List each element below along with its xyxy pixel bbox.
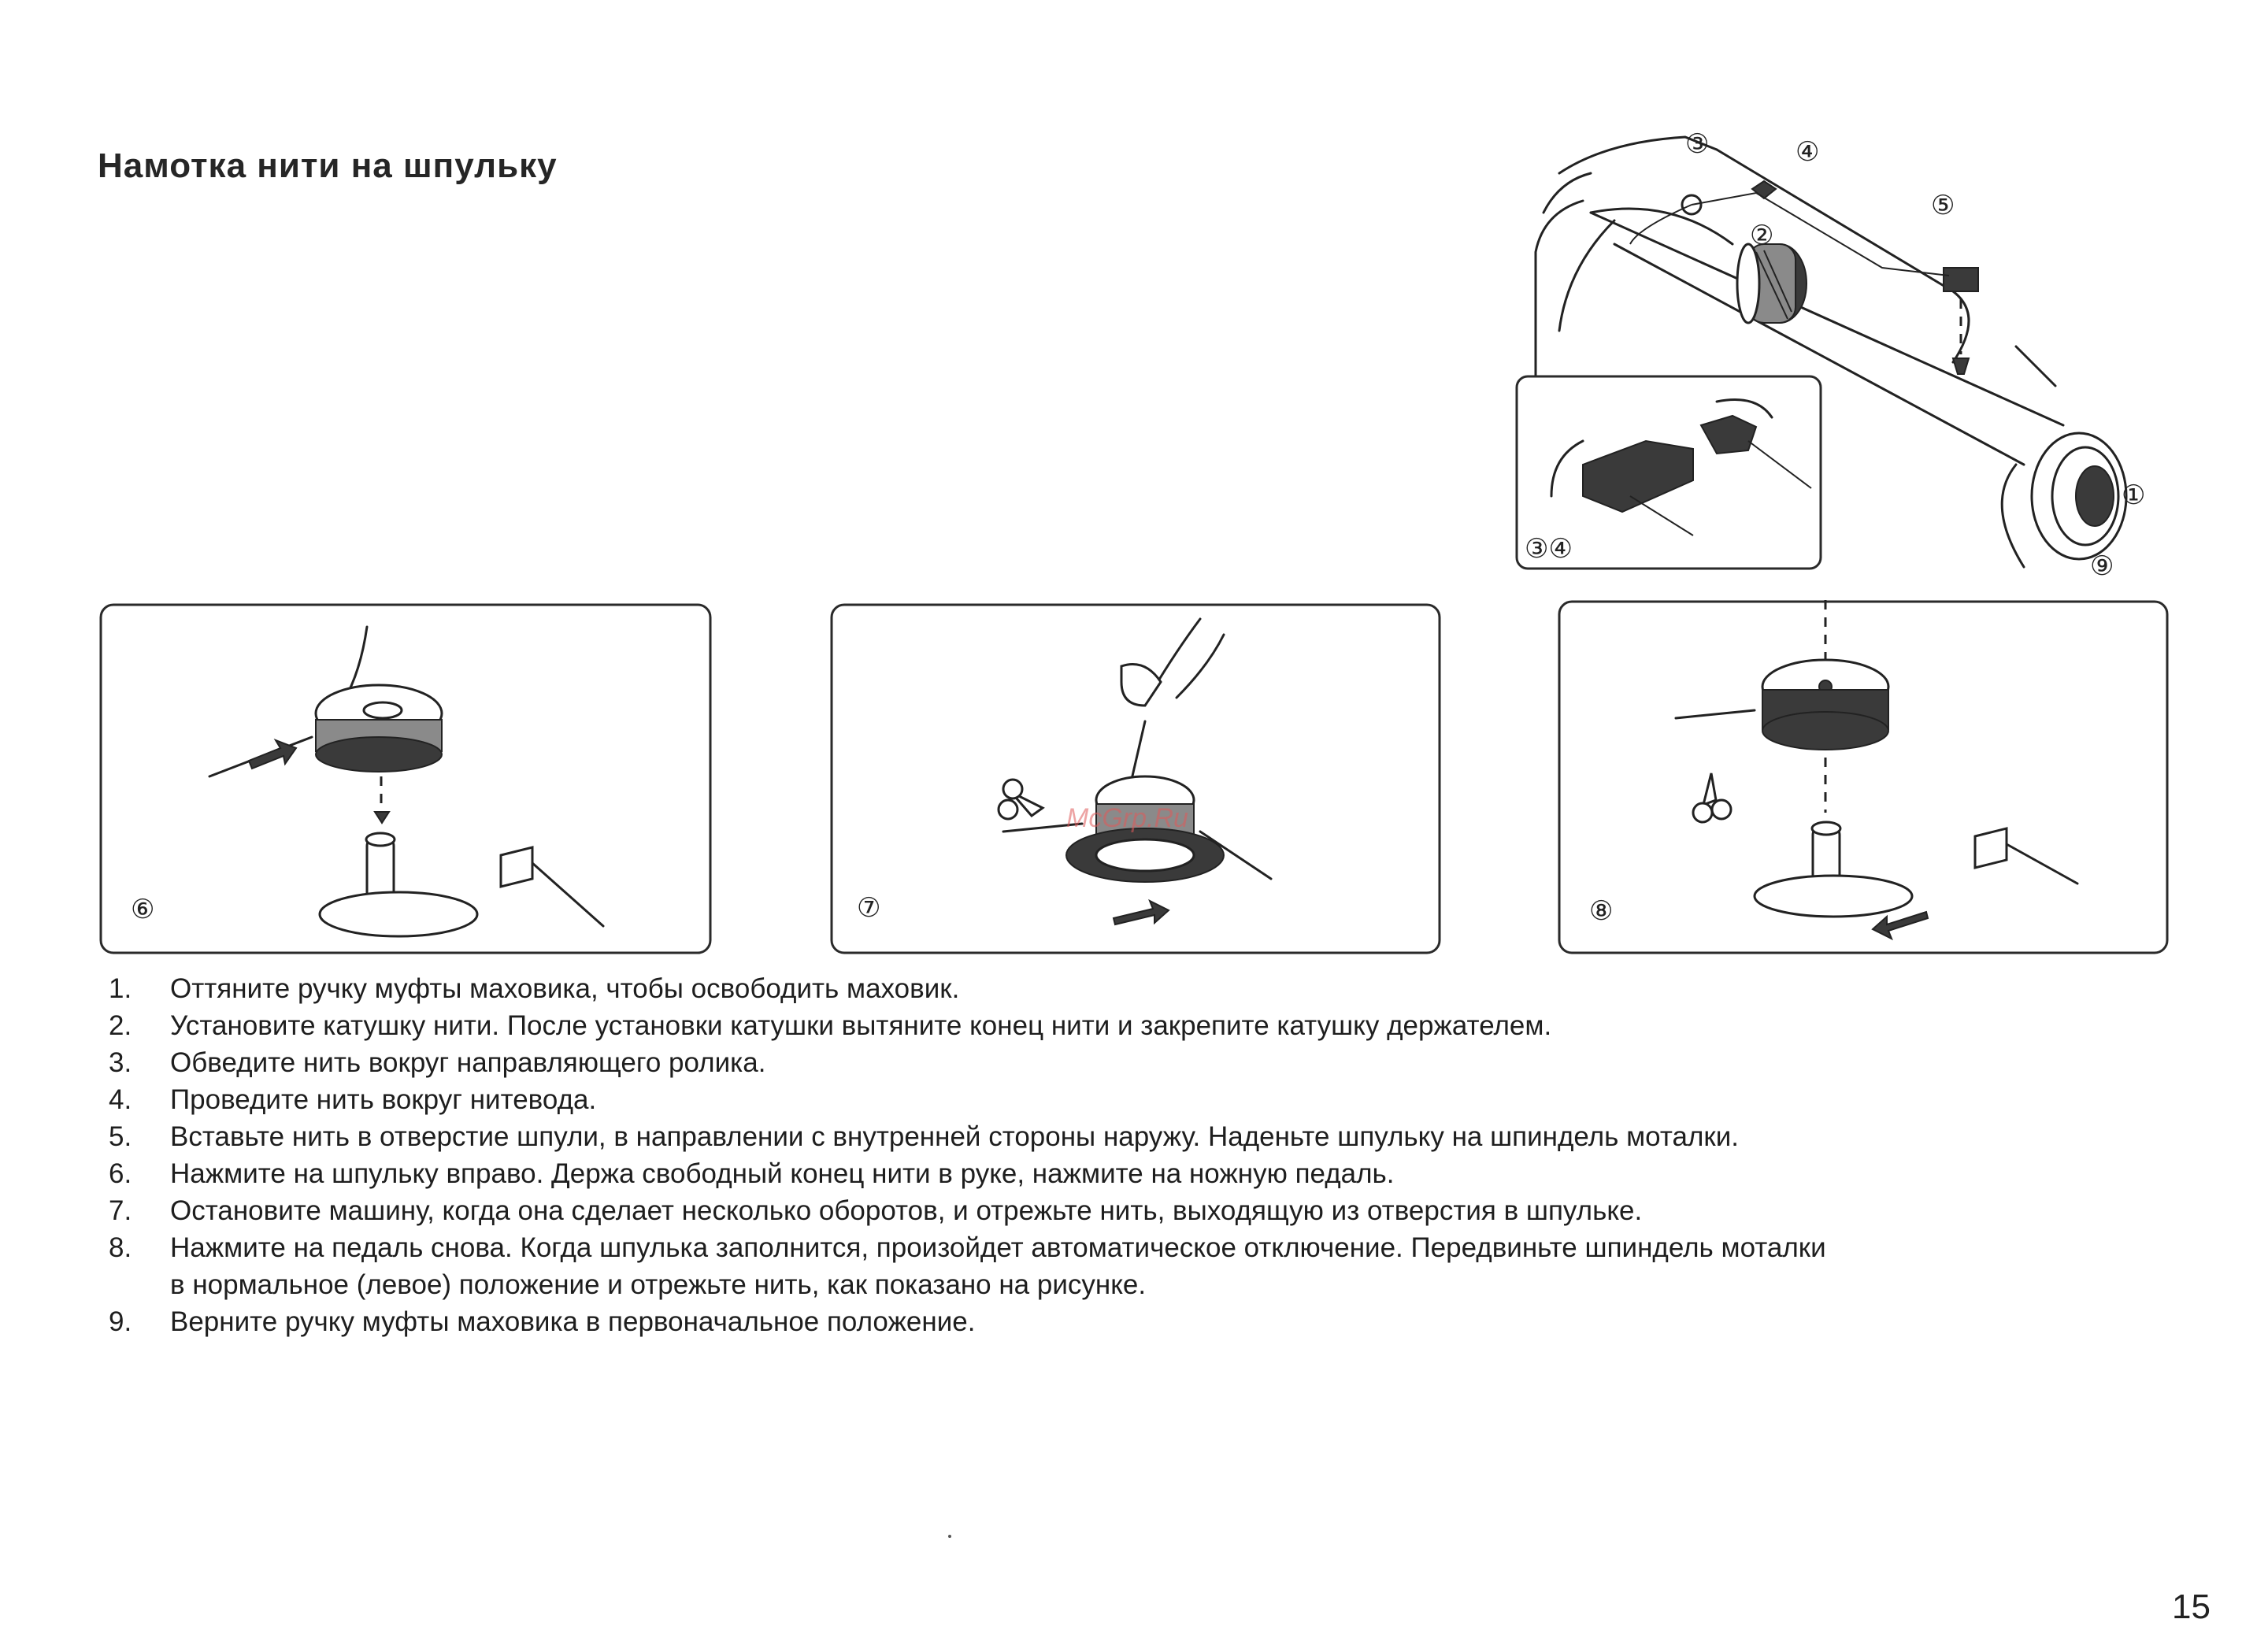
- panel-label: ⑥: [131, 894, 155, 925]
- list-item: [109, 1303, 2156, 1340]
- callout-1: ①: [2122, 480, 2146, 511]
- step-number: 3.: [109, 1047, 132, 1078]
- step-number: 7.: [109, 1195, 132, 1226]
- instruction-steps: [109, 970, 2156, 1340]
- list-item: [109, 1044, 2156, 1081]
- machine-threading-illustration: [1512, 126, 2146, 591]
- figure-panel-8: [1558, 600, 2169, 954]
- step-number: 4.: [109, 1084, 132, 1115]
- list-item: [109, 1007, 2156, 1044]
- page-title: Намотка нити на шпульку: [98, 146, 558, 185]
- step-number: 1.: [109, 973, 132, 1004]
- step-text: Обведите нить вокруг направляющего ролика.: [170, 1047, 766, 1078]
- step-text: Проведите нить вокруг нитевода.: [170, 1084, 597, 1115]
- list-item: [109, 1155, 2156, 1192]
- list-item: [109, 1118, 2156, 1155]
- page-number: 15: [2172, 1588, 2211, 1626]
- step-text: Установите катушку нити. После установки катушки вытяните конец нити и закрепите катушку держателем.: [170, 1010, 1552, 1041]
- step-text: Остановите машину, когда она сделает несколько оборотов, и отрежьте нить, выходящую из отверстия в шпульке.: [170, 1195, 1643, 1226]
- list-item: [109, 1229, 2156, 1303]
- watermark: McGrp.Ru: [1066, 803, 1188, 833]
- step-text: Оттяните ручку муфты маховика, чтобы освободить маховик.: [170, 973, 960, 1004]
- step-number: 6.: [109, 1158, 132, 1189]
- step-number: 9.: [109, 1306, 132, 1337]
- step-text: Нажмите на шпульку вправо. Держа свободный конец нити в руке, нажмите на ножную педаль.: [170, 1158, 1395, 1189]
- step-text: Верните ручку муфты маховика в первоначальное положение.: [170, 1306, 976, 1337]
- list-item: [109, 1081, 2156, 1118]
- step-text-continuation: в нормальное (левое) положение и отрежьте нить, как показано на рисунке.: [170, 1269, 1147, 1300]
- step-text: Вставьте нить в отверстие шпули, в направлении с внутренней стороны наружу. Наденьте шпульку на шпиндель моталки.: [170, 1121, 1739, 1152]
- list-item: [109, 1192, 2156, 1229]
- scan-speck: [948, 1535, 951, 1538]
- figure-panel-6: [99, 603, 712, 954]
- step-text: Нажмите на педаль снова. Когда шпулька заполнится, произойдет автоматическое отключение. Передвиньте шпиндель моталки: [170, 1232, 1826, 1263]
- callout-3: ③: [1685, 128, 1710, 160]
- callout-2: ②: [1750, 220, 1774, 251]
- step-number: 8.: [109, 1232, 132, 1263]
- callout-5: ⑤: [1931, 190, 1955, 221]
- callout-4: ④: [1796, 136, 1820, 168]
- panel-label: ⑦: [857, 892, 881, 924]
- list-item: [109, 970, 2156, 1007]
- panel-label: ⑧: [1589, 895, 1614, 927]
- figure-panel-7: [830, 603, 1441, 954]
- step-number: 2.: [109, 1010, 132, 1041]
- step-number: 5.: [109, 1121, 132, 1152]
- inset-label: ③④: [1525, 533, 1573, 565]
- callout-9: ⑨: [2090, 550, 2114, 582]
